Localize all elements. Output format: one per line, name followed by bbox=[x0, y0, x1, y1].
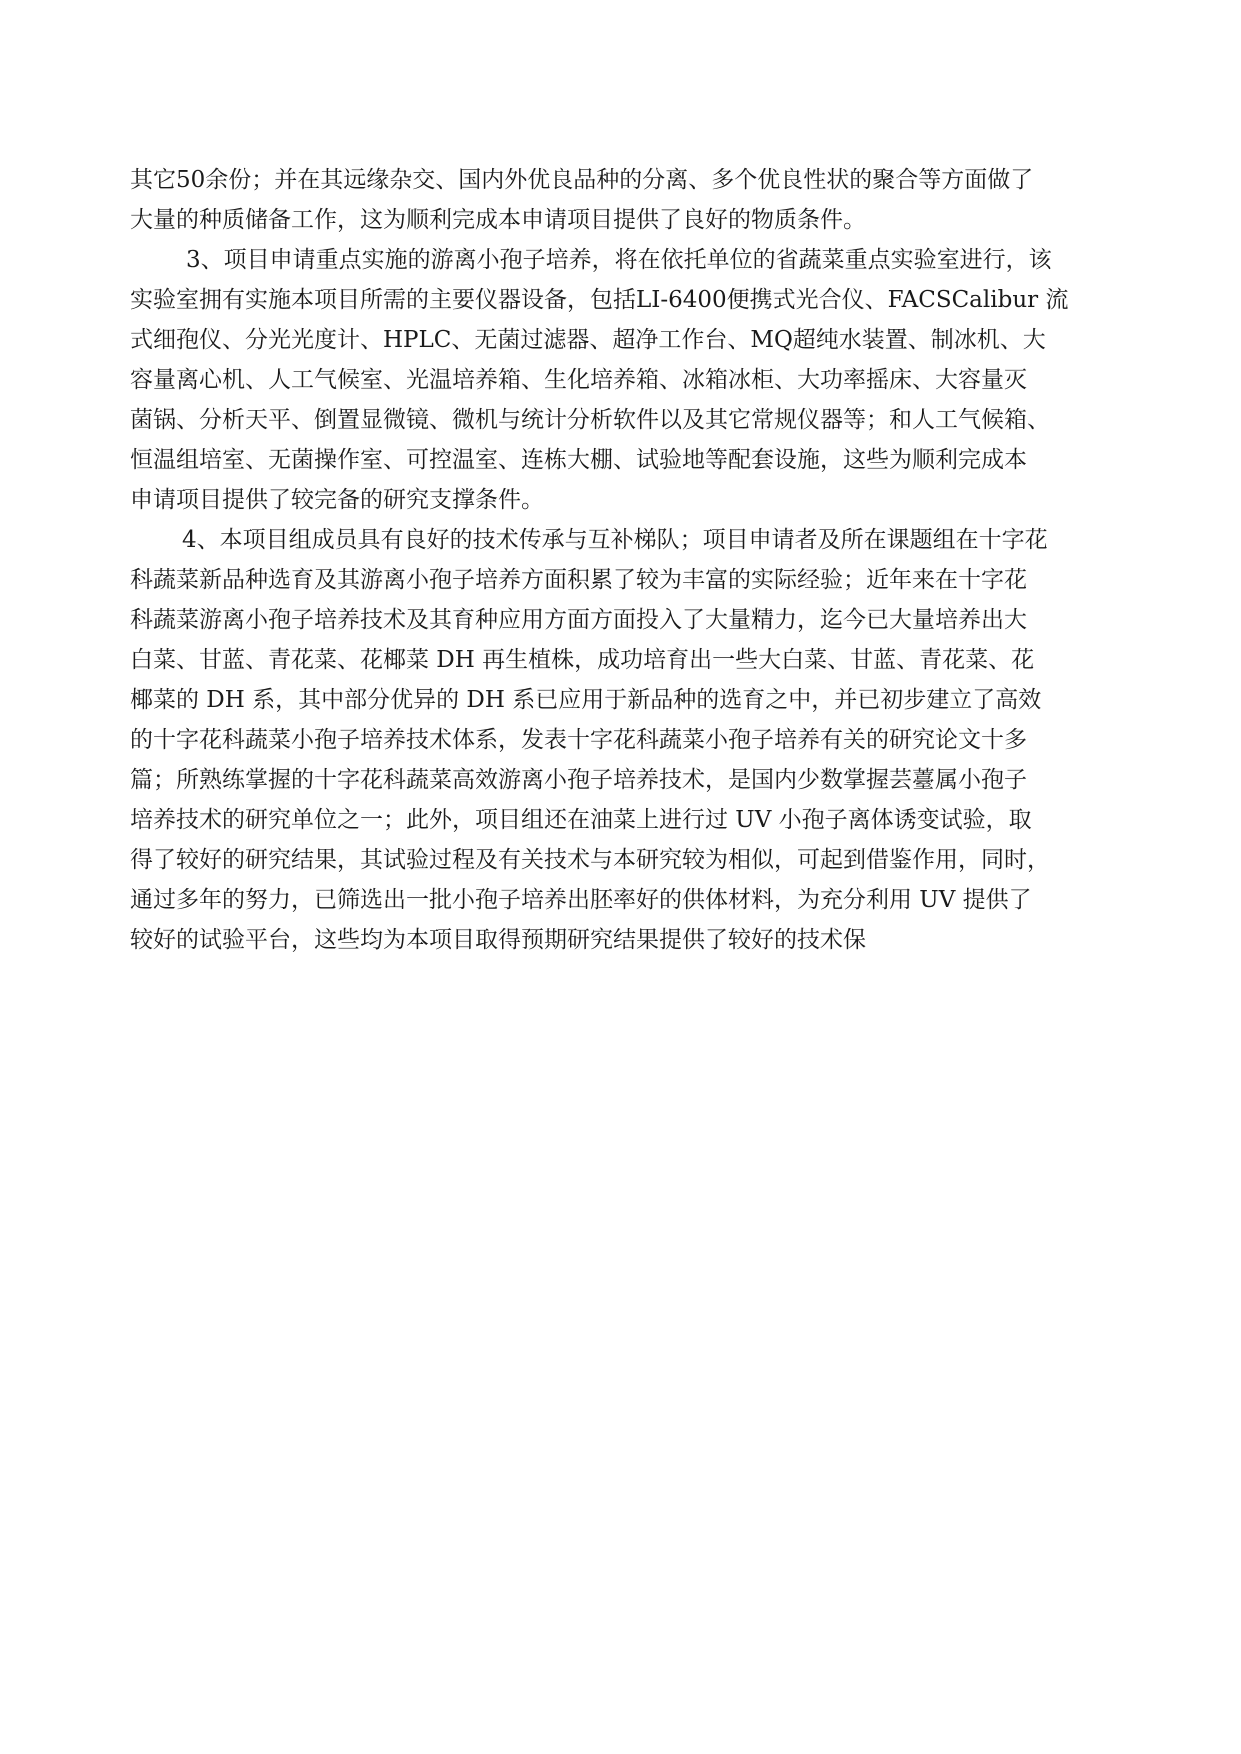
text-line: 大量的种质储备工作，这为顺利完成本申请项目提供了良好的物质条件。 bbox=[130, 207, 866, 233]
text-line: 容量离心机、人工气候室、光温培养箱、生化培养箱、冰箱冰柜、大功率摇床、大容量灭 bbox=[130, 367, 1027, 393]
paragraph-continued bbox=[130, 160, 1130, 240]
text-line: 篇；所熟练掌握的十字花科蔬菜高效游离小孢子培养技术，是国内少数掌握芸薹属小孢子 bbox=[130, 767, 1027, 793]
text-line: 实验室拥有实施本项目所需的主要仪器设备，包括LI-6400便携式光合仪、FACSCalibur 流 bbox=[130, 287, 1069, 313]
text-line: 3、项目申请重点实施的游离小孢子培养，将在依托单位的省蔬菜重点实验室进行，该 bbox=[186, 247, 1052, 273]
text-line: 科蔬菜新品种选育及其游离小孢子培养方面积累了较为丰富的实际经验；近年来在十字花 bbox=[130, 567, 1027, 593]
text-line: 培养技术的研究单位之一；此外，项目组还在油菜上进行过 UV 小孢子离体诱变试验，取 bbox=[130, 807, 1032, 833]
text-line: 恒温组培室、无菌操作室、可控温室、连栋大棚、试验地等配套设施，这些为顺利完成本 bbox=[130, 447, 1027, 473]
text-line: 的十字花科蔬菜小孢子培养技术体系，发表十字花科蔬菜小孢子培养有关的研究论文十多 bbox=[130, 727, 1027, 753]
text-line: 通过多年的努力，已筛选出一批小孢子培养出胚率好的供体材料，为充分利用 UV 提供了 bbox=[130, 887, 1032, 913]
text-line: 申请项目提供了较完备的研究支撑条件。 bbox=[130, 487, 544, 513]
document-body bbox=[130, 160, 1130, 960]
text-line: 较好的试验平台，这些均为本项目取得预期研究结果提供了较好的技术保 bbox=[130, 927, 866, 953]
text-line: 得了较好的研究结果，其试验过程及有关技术与本研究较为相似，可起到借鉴作用，同时， bbox=[130, 847, 1050, 873]
text-line: 科蔬菜游离小孢子培养技术及其育种应用方面方面投入了大量精力，迄今已大量培养出大 bbox=[130, 607, 1027, 633]
text-line: 菌锅、分析天平、倒置显微镜、微机与统计分析软件以及其它常规仪器等；和人工气候箱、 bbox=[130, 407, 1050, 433]
text-line: 4、本项目组成员具有良好的技术传承与互补梯队；项目申请者及所在课题组在十字花 bbox=[182, 527, 1048, 553]
text-line: 式细孢仪、分光光度计、HPLC、无菌过滤器、超净工作台、MQ超纯水装置、制冰机、大 bbox=[130, 327, 1046, 353]
paragraph-4 bbox=[130, 520, 1130, 960]
text-line: 其它50余份；并在其远缘杂交、国内外优良品种的分离、多个优良性状的聚合等方面做了 bbox=[130, 167, 1034, 193]
text-line: 椰菜的 DH 系，其中部分优异的 DH 系已应用于新品种的选育之中，并已初步建立了高效 bbox=[130, 687, 1042, 713]
text-line: 白菜、甘蓝、青花菜、花椰菜 DH 再生植株，成功培育出一些大白菜、甘蓝、青花菜、花 bbox=[130, 647, 1035, 673]
paragraph-3 bbox=[130, 240, 1130, 520]
